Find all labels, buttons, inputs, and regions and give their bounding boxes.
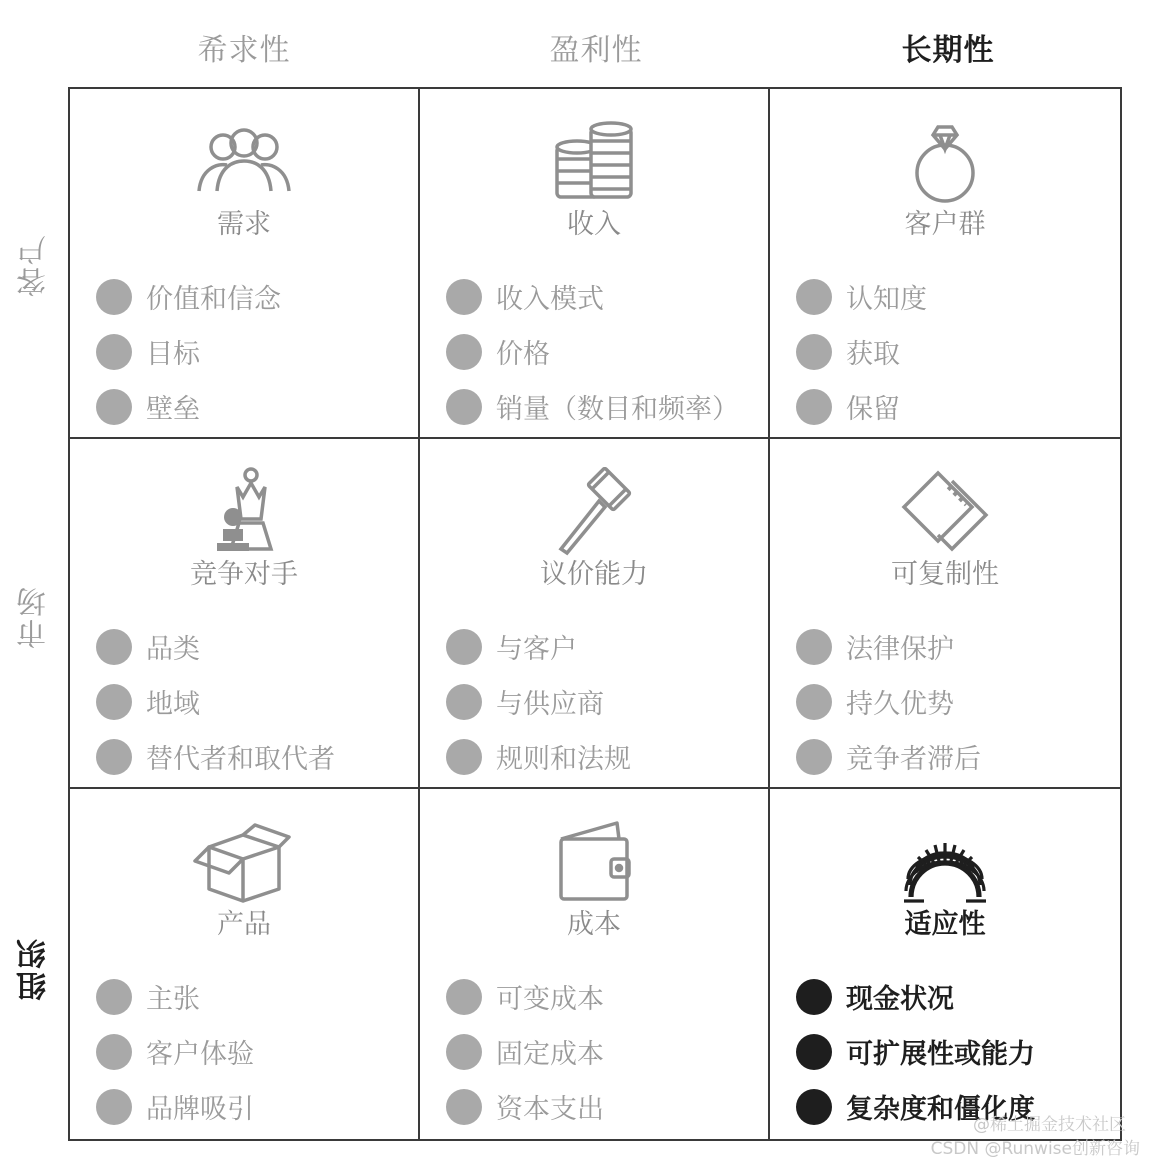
item-text: 地域 — [146, 689, 200, 720]
item-text: 固定成本 — [496, 1039, 604, 1070]
cell-title: 适应性 — [904, 909, 986, 940]
bullet — [446, 684, 482, 720]
item-text: 现金状况 — [846, 984, 954, 1015]
list-item — [796, 1024, 1035, 1079]
item-text: 保留 — [846, 394, 900, 425]
cell-title: 客户群 — [904, 209, 986, 240]
chess-pieces-icon — [189, 467, 299, 557]
cell-demand — [70, 89, 420, 439]
bullet — [96, 1034, 132, 1070]
bullet — [796, 1089, 832, 1125]
cell-title: 收入 — [567, 209, 621, 240]
list-item — [96, 324, 281, 379]
item-text: 法律保护 — [846, 634, 954, 665]
list-item — [446, 969, 604, 1024]
column-header-desirability: 希求性 — [197, 33, 291, 68]
row-label-market-text: 市场 — [17, 585, 52, 649]
coins-icon — [539, 117, 649, 207]
list-item — [446, 1024, 604, 1079]
list-item — [96, 619, 335, 674]
item-text: 竞争者滞后 — [846, 744, 981, 775]
item-list — [446, 969, 604, 1134]
item-list — [96, 269, 281, 434]
bullet — [446, 1089, 482, 1125]
cell-title: 产品 — [217, 909, 271, 940]
list-item — [796, 729, 981, 784]
matrix-grid — [68, 87, 1122, 1141]
bullet — [446, 629, 482, 665]
list-item — [446, 674, 631, 729]
list-item — [796, 269, 927, 324]
item-text: 品类 — [146, 634, 200, 665]
bullet — [96, 279, 132, 315]
cell-bargaining-power — [420, 439, 770, 789]
gavel-icon — [539, 467, 649, 557]
item-list — [96, 619, 335, 784]
item-text: 壁垒 — [146, 394, 200, 425]
wallet-icon — [539, 817, 649, 907]
bullet — [796, 979, 832, 1015]
list-item — [446, 324, 739, 379]
cell-title: 竞争对手 — [190, 559, 298, 590]
bullet — [796, 279, 832, 315]
diamond-ring-icon — [890, 117, 1000, 207]
item-text: 可变成本 — [496, 984, 604, 1015]
item-list — [446, 619, 631, 784]
spring-icon — [890, 817, 1000, 907]
list-item — [796, 619, 981, 674]
cell-cost — [420, 789, 770, 1139]
list-item — [96, 1079, 254, 1134]
item-text: 复杂度和僵化度 — [846, 1094, 1035, 1125]
bullet — [96, 684, 132, 720]
bullet — [446, 1034, 482, 1070]
list-item — [96, 674, 335, 729]
item-text: 资本支出 — [496, 1094, 604, 1125]
list-item — [796, 379, 927, 434]
cell-replicability — [770, 439, 1120, 789]
list-item — [446, 1079, 604, 1134]
bullet — [446, 279, 482, 315]
bullet — [96, 629, 132, 665]
list-item — [446, 619, 631, 674]
cell-title: 可复制性 — [891, 559, 999, 590]
list-item — [96, 269, 281, 324]
bullet — [96, 979, 132, 1015]
item-text: 客户体验 — [146, 1039, 254, 1070]
bullet — [796, 389, 832, 425]
watermark-csdn: CSDN @Runwise创新咨询 — [930, 1139, 1140, 1159]
cell-product — [70, 789, 420, 1139]
item-text: 规则和法规 — [496, 744, 631, 775]
list-item — [96, 1024, 254, 1079]
column-header-longevity: 长期性 — [901, 33, 995, 68]
item-list — [446, 269, 739, 434]
bullet — [96, 334, 132, 370]
bullet — [796, 1034, 832, 1070]
item-text: 目标 — [146, 339, 200, 370]
bullet — [96, 1089, 132, 1125]
item-text: 价值和信念 — [146, 284, 281, 315]
bullet — [796, 629, 832, 665]
cell-revenue — [420, 89, 770, 439]
people-icon — [189, 117, 299, 207]
watermark-juejin: @稀土掘金技术社区 — [973, 1115, 1126, 1135]
cell-competitors — [70, 439, 420, 789]
box-icon — [189, 817, 299, 907]
bullet — [796, 739, 832, 775]
list-item — [96, 379, 281, 434]
list-item — [446, 379, 739, 434]
list-item — [96, 729, 335, 784]
item-text: 可扩展性或能力 — [846, 1039, 1035, 1070]
column-header-profitability: 盈利性 — [549, 33, 643, 68]
list-item — [96, 969, 254, 1024]
item-text: 与供应商 — [496, 689, 604, 720]
bullet — [446, 739, 482, 775]
row-label-market — [12, 441, 58, 793]
bullet — [96, 739, 132, 775]
item-list — [96, 969, 254, 1134]
bullet — [96, 389, 132, 425]
item-text: 品牌吸引 — [146, 1094, 254, 1125]
cell-title: 需求 — [217, 209, 271, 240]
item-text: 价格 — [496, 339, 550, 370]
row-label-organization — [12, 793, 58, 1145]
row-label-organization-text: 组织 — [17, 937, 52, 1001]
item-text: 持久优势 — [846, 689, 954, 720]
cell-title: 成本 — [567, 909, 621, 940]
copy-icon — [890, 467, 1000, 557]
bullet — [446, 979, 482, 1015]
bullet — [796, 334, 832, 370]
item-text: 认知度 — [846, 284, 927, 315]
list-item — [796, 969, 1035, 1024]
row-label-customer — [12, 89, 58, 441]
bullet — [796, 684, 832, 720]
cell-customer-base — [770, 89, 1120, 439]
list-item — [446, 729, 631, 784]
item-text: 主张 — [146, 984, 200, 1015]
row-label-customer-text: 客户 — [17, 233, 52, 297]
item-text: 与客户 — [496, 634, 577, 665]
cell-adaptability — [770, 789, 1120, 1139]
list-item — [446, 269, 739, 324]
item-text: 收入模式 — [496, 284, 604, 315]
item-text: 替代者和取代者 — [146, 744, 335, 775]
bullet — [446, 389, 482, 425]
item-list — [796, 269, 927, 434]
list-item — [796, 674, 981, 729]
item-list — [796, 619, 981, 784]
item-text: 获取 — [846, 339, 900, 370]
cell-title: 议价能力 — [540, 559, 648, 590]
list-item — [796, 324, 927, 379]
bullet — [446, 334, 482, 370]
item-text: 销量（数目和频率） — [496, 394, 739, 425]
